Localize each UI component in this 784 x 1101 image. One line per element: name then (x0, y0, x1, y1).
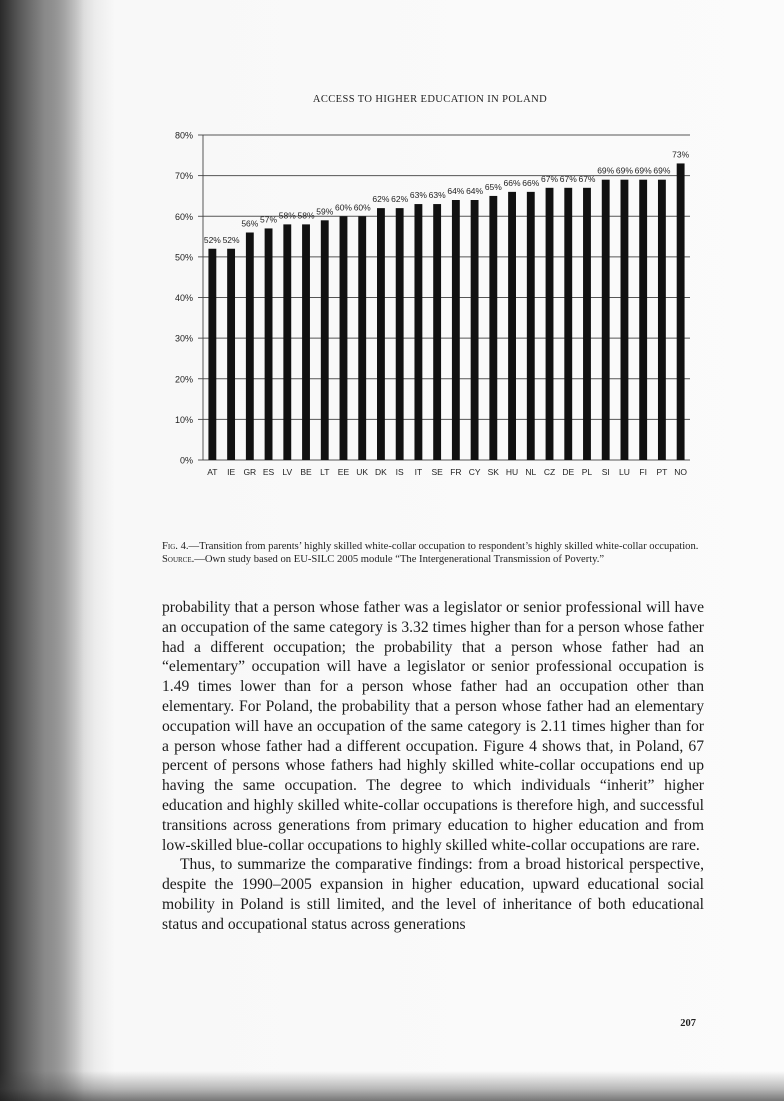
page-bottom-shadow (0, 1071, 784, 1101)
data-label: 67% (559, 173, 577, 184)
bar (340, 216, 348, 460)
x-tick-label: IT (414, 467, 423, 477)
x-tick-label: CY (468, 467, 481, 477)
x-tick-label: IS (395, 467, 404, 477)
x-tick-label: FR (450, 467, 462, 477)
data-label: 65% (484, 181, 502, 192)
bar (377, 208, 385, 460)
figure-caption (162, 540, 702, 566)
bar-chart (155, 125, 715, 490)
bar (227, 249, 235, 460)
x-tick-label: EE (337, 467, 350, 477)
bar (546, 188, 554, 460)
data-label: 64% (466, 186, 484, 196)
bar (658, 180, 666, 460)
data-label: 67% (578, 173, 596, 184)
chart-x-ticks (207, 467, 687, 477)
bar (527, 192, 535, 460)
data-label: 59% (316, 206, 334, 217)
chart-data-labels (204, 149, 690, 244)
data-label: 62% (372, 194, 390, 205)
y-tick-label: 50% (174, 252, 193, 263)
data-label: 67% (541, 173, 559, 184)
x-tick-label: BE (300, 467, 312, 477)
x-tick-label: AT (207, 467, 218, 477)
data-label: 66% (503, 177, 521, 188)
data-label: 69% (597, 165, 615, 176)
bar (639, 180, 647, 460)
bar (508, 192, 516, 460)
x-tick-label: LT (320, 467, 330, 477)
bar (358, 216, 366, 460)
bar (452, 200, 460, 460)
y-tick-label: 20% (174, 374, 193, 385)
data-label: 58% (278, 210, 296, 221)
x-tick-label: FI (639, 467, 647, 477)
x-tick-label: NO (674, 467, 688, 477)
paragraph: probability that a person whose father was a legislator or senior professional will have an occupation of the same category is 3.32 times higher than for a person whose father had a different occupation; the probability that a person whose father had an “elementary” occupation will have a legislator or senior professional occupation is 1.49 times lower than for a person whose father had an occupation other than elementary. For Poland, the probability that a person whose father had an elementary occupation will have an occupation of the same category is 2.11 times higher than for a person whose father had a different occupation. Figure 4 shows that, in Poland, 67 percent of persons whose fathers had highly skilled white-collar occupations end up having the same occupation. The degree to which individuals “inherit” higher education and highly skilled white-collar occupations is therefore high, and successful transitions across generations from primary education to higher education and from low-skilled blue-collar occupations to highly skilled white-collar occupations are rare. (162, 599, 704, 854)
bar (489, 196, 497, 460)
y-tick-label: 70% (174, 171, 193, 182)
running-header: ACCESS TO HIGHER EDUCATION IN POLAND (312, 94, 548, 105)
y-tick-label: 30% (174, 333, 193, 344)
x-tick-label: DK (375, 467, 387, 477)
x-tick-label: DE (562, 467, 575, 477)
bar (414, 204, 422, 460)
figure-label: Fig. 4. (162, 541, 189, 552)
data-label: 60% (334, 202, 352, 213)
body-text (162, 598, 704, 935)
x-tick-label: HU (505, 467, 519, 477)
y-tick-label: 60% (174, 211, 193, 222)
data-label: 60% (353, 202, 371, 213)
data-label: 64% (447, 186, 465, 196)
y-tick-label: 0% (179, 455, 193, 466)
x-tick-label: SE (431, 467, 443, 477)
bar (246, 233, 254, 461)
bar (433, 204, 441, 460)
paragraph: Thus, to summarize the comparative findings: from a broad historical perspective, despite the 1990–2005 expansion in higher education, upward educational social mobility in Poland is still limited, and the level of inheritance of both educational status and occupational status across generations (162, 856, 704, 933)
bar (677, 163, 685, 460)
data-label: 69% (615, 165, 633, 176)
y-tick-label: 40% (174, 293, 193, 303)
bar (621, 180, 629, 460)
bar (396, 208, 404, 460)
x-tick-label: NL (525, 467, 537, 477)
bar (283, 224, 291, 460)
x-tick-label: LV (282, 467, 293, 477)
data-label: 52% (203, 234, 221, 245)
x-tick-label: SI (601, 467, 610, 477)
data-label: 73% (672, 149, 690, 160)
data-label: 69% (634, 165, 652, 176)
data-label: 69% (653, 165, 671, 176)
bar (208, 249, 216, 460)
x-tick-label: LU (619, 467, 630, 477)
data-label: 58% (297, 210, 315, 221)
chart-y-ticks (175, 131, 193, 466)
book-binding-shadow (0, 0, 84, 1101)
x-tick-label: UK (356, 467, 369, 477)
bar (321, 220, 329, 460)
bar (583, 188, 591, 460)
chart-bars (208, 163, 684, 460)
bar (302, 224, 310, 460)
x-tick-label: GR (243, 467, 257, 477)
bar (471, 200, 479, 460)
data-label: 52% (222, 234, 240, 245)
y-tick-label: 80% (174, 130, 193, 141)
data-label: 63% (409, 190, 427, 201)
data-label: 62% (391, 194, 409, 205)
data-label: 56% (241, 218, 259, 229)
figure-caption-text: —Transition from parents’ highly skilled white-collar occupation to respondent’s highly skilled white-collar occupation. (188, 541, 699, 552)
data-label: 57% (260, 214, 278, 225)
bar (602, 180, 610, 460)
x-tick-label: ES (262, 467, 275, 477)
bar (564, 188, 572, 460)
x-tick-label: PT (656, 467, 668, 477)
x-tick-label: IE (227, 467, 236, 477)
x-tick-label: CZ (543, 467, 556, 477)
data-label: 63% (428, 190, 446, 201)
y-tick-label: 10% (174, 414, 193, 425)
page-number: 207 (680, 1018, 696, 1029)
data-label: 66% (522, 177, 540, 188)
source-label: Source. (162, 554, 195, 565)
source-text: —Own study based on EU-SILC 2005 module “The Intergenerational Transmission of Poverty.” (194, 554, 605, 565)
x-tick-label: PL (581, 467, 593, 477)
x-tick-label: SK (487, 467, 499, 477)
bar (265, 228, 273, 460)
